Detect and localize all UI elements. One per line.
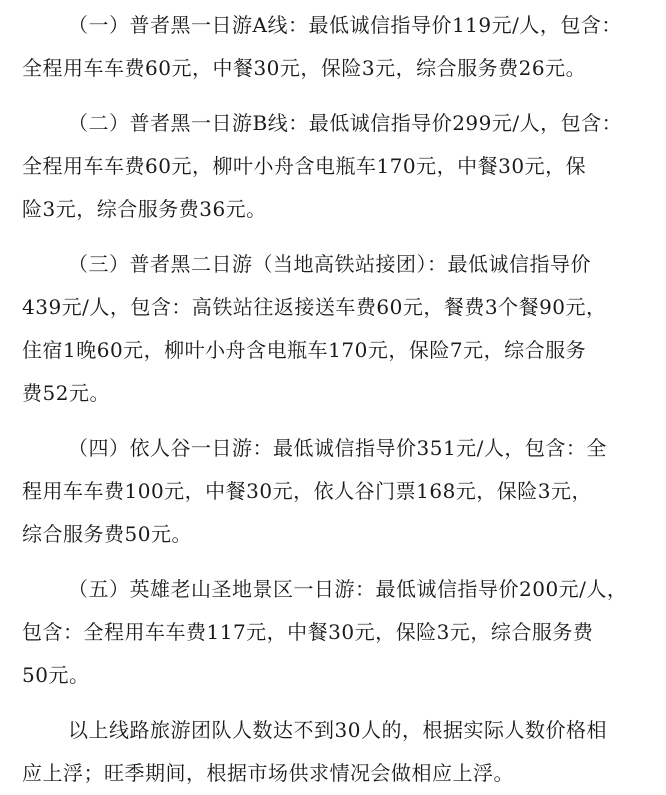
text-line: （一）普者黑一日游A线：最低诚信指导价119元/人，包含：	[68, 13, 622, 37]
text-line: 以上线路旅游团队人数达不到30人的，根据实际人数价格相	[68, 718, 607, 742]
paragraph-route-b	[22, 102, 652, 231]
text-line: （五）英雄老山圣地景区一日游：最低诚信指导价200元/人，	[68, 577, 628, 601]
text-line: 全程用车车费60元，柳叶小舟含电瓶车170元，中餐30元，保	[22, 154, 587, 178]
text-line: 综合服务费50元。	[22, 522, 192, 546]
text-line: 程用车车费100元，中餐30元，依人谷门票168元，保险3元，	[22, 479, 593, 503]
text-line: 费52元。	[22, 381, 110, 405]
text-line: 包含：全程用车车费117元，中餐30元，保险3元，综合服务费	[22, 620, 594, 644]
paragraph-route-a	[22, 4, 652, 90]
text-line: （二）普者黑一日游B线：最低诚信指导价299元/人，包含：	[68, 111, 623, 135]
text-line: 全程用车车费60元，中餐30元，保险3元，综合服务费26元。	[22, 56, 587, 80]
text-line: 险3元，综合服务费36元。	[22, 197, 267, 221]
text-line: （三）普者黑二日游（当地高铁站接团）：最低诚信指导价	[68, 252, 591, 276]
text-line: 439元/人，包含：高铁站往返接送车费60元，餐费3个餐90元，	[22, 295, 607, 319]
text-line: 应上浮；旺季期间，根据市场供求情况会做相应上浮。	[22, 761, 514, 785]
text-line: （四）依人谷一日游：最低诚信指导价351元/人，包含：全	[68, 436, 607, 460]
text-line: 50元。	[22, 663, 90, 687]
paragraph-route-yirengu	[22, 427, 652, 556]
paragraph-route-yingxiong	[22, 568, 652, 697]
paragraph-note	[22, 709, 652, 795]
paragraph-route-two-day	[22, 243, 652, 415]
text-line: 住宿1晚60元，柳叶小舟含电瓶车170元，保险7元，综合服务	[22, 338, 587, 362]
